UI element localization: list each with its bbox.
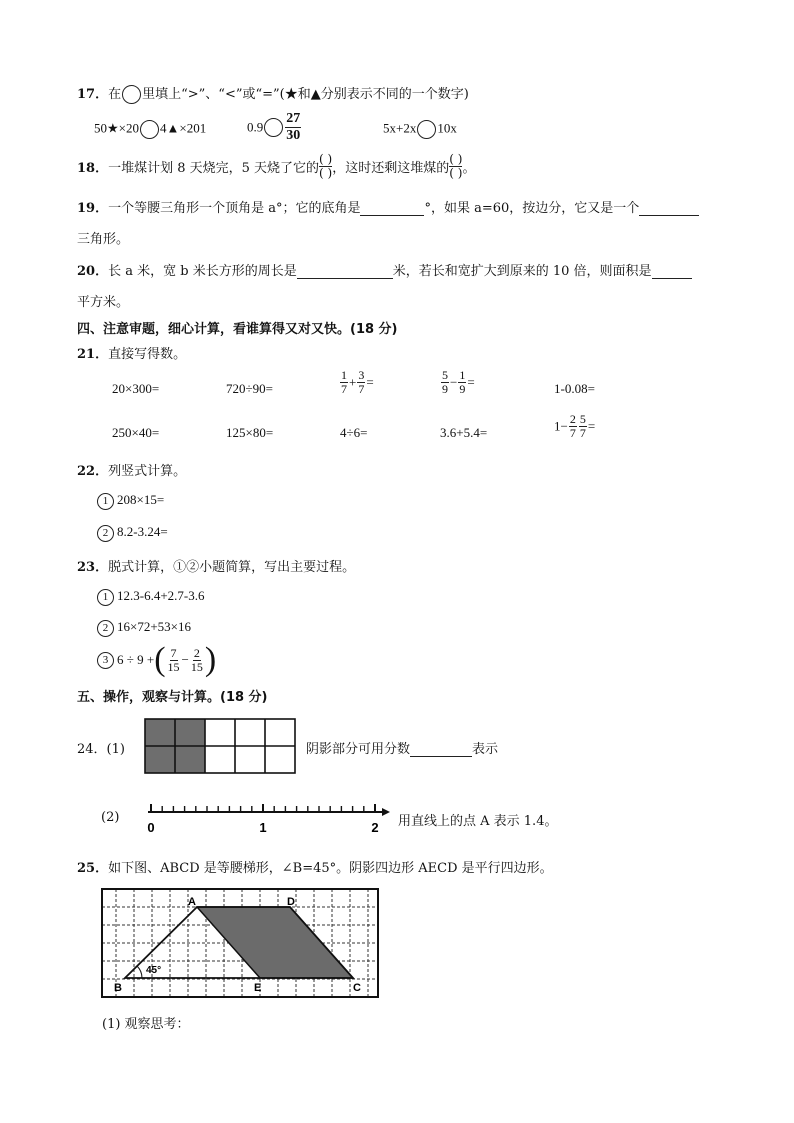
q24-p1-text: 阴影部分可用分数 表示 [306, 742, 499, 757]
circled-number: 2 [97, 620, 114, 637]
q21-r2c5: 1− $\frac{2}{7}$ $\frac{5}{7}$ = [554, 412, 596, 440]
q17-item-1-left: 50★×20 [94, 120, 139, 136]
q19-line-2: 三角形。 [77, 232, 130, 247]
q19-blank-2[interactable] [639, 200, 699, 216]
q22-item-2: 2 8.2-3.24= [97, 524, 168, 542]
q19-blank-1[interactable] [360, 200, 424, 216]
q18-number: 18． [77, 161, 109, 176]
q23-title-text: 脱式计算，①②小题简算，写出主要过程。 [108, 560, 356, 575]
q21-r1c4: $\frac{5}{9}$ − $\frac{1}{9}$ = [442, 368, 475, 396]
q17-text-a: 在 [108, 87, 122, 102]
q21-r1c1: 20×300= [112, 381, 160, 396]
q19-line [77, 197, 699, 216]
q23-item-1: 1 12.3-6.4+2.7-3.6 [97, 588, 205, 606]
axis-label-1: 1 [259, 820, 267, 834]
axis-label-0: 0 [147, 820, 155, 834]
label-E: E [254, 982, 262, 994]
q22-number: 22． [77, 464, 109, 479]
q21-r2c4: 3.6+5.4= [440, 425, 488, 440]
q17-item-1-right: 4▲×201 [160, 120, 207, 136]
q20-text-b: 米，若长和宽扩大到原来的 10 倍，则面积是 [392, 264, 652, 279]
label-C: C [353, 982, 361, 994]
q18-text-b: ，这时还剩这堆煤的 [332, 161, 450, 176]
q17-number: 17． [77, 87, 109, 102]
circle-blank[interactable] [140, 120, 159, 139]
q17-line [77, 83, 469, 104]
q24-number: 24．(1) [77, 742, 125, 757]
trapezoid-figure [100, 887, 380, 999]
q20-number: 20． [77, 264, 109, 279]
q21-title-text: 直接写得数。 [108, 347, 187, 362]
q21-r1c2: 720÷90= [226, 381, 273, 396]
q23-item-3: 3 6 ÷ 9 +( $\frac{7}{15}$ − $\frac{2}{15}$ ) [97, 643, 216, 677]
q21-r2c3: 4÷6= [340, 425, 368, 440]
q21-r1c3: $\frac{1}{7}$ + $\frac{3}{7}$ = [341, 368, 374, 396]
q21-r2c1: 250×40= [112, 425, 160, 440]
q19-number: 19． [77, 201, 109, 216]
label-angle: 45° [146, 965, 162, 976]
q17-item-1 [94, 120, 206, 139]
q18-line [77, 153, 475, 180]
number-line[interactable] [134, 796, 394, 834]
q22-title [77, 460, 186, 479]
q20-blank-2[interactable] [652, 263, 692, 279]
q20-line-2: 平方米。 [77, 295, 130, 310]
label-A: A [188, 896, 196, 908]
q20-text-a: 长 a 米，宽 b 米长方形的周长是 [108, 264, 297, 279]
q25-text: 如下图、ABCD 是等腰梯形，∠B=45°。阴影四边形 AECD 是平行四边形。 [108, 861, 553, 876]
q23-number: 23． [77, 560, 109, 575]
q22-title-text: 列竖式计算。 [108, 464, 187, 479]
q21-number: 21． [77, 347, 109, 362]
q25-sub-1: (1) 观察思考： [102, 1017, 190, 1032]
label-B: B [114, 982, 122, 994]
q17-item-2-left: 0.9 [247, 119, 264, 135]
q17-text-b: 里填上“>”、“<”或“=”(★和▲分别表示不同的一个数字) [142, 87, 469, 102]
q23-title [77, 556, 355, 575]
q18-text-c: 。 [462, 161, 476, 176]
circled-number: 2 [97, 525, 114, 542]
label-D: D [287, 896, 295, 908]
q23-item-2: 2 16×72+53×16 [97, 619, 191, 637]
q22-item-1: 1 208×15= [97, 492, 164, 510]
circled-number: 1 [97, 589, 114, 606]
q17-item-2 [247, 111, 302, 144]
section-5-heading: 五、操作，观察与计算。(18 分) [77, 690, 268, 705]
q25-line [77, 857, 553, 876]
q18-blank-1[interactable]: ( ) ( ) [319, 152, 333, 180]
q24-p2-label: (2) [101, 810, 120, 825]
circle-blank[interactable] [417, 120, 436, 139]
axis-label-2: 2 [371, 820, 379, 834]
q24-blank[interactable] [410, 741, 472, 757]
q21-title [77, 343, 186, 362]
circle-blank[interactable] [264, 118, 283, 137]
circle-blank[interactable] [122, 85, 141, 104]
section-4-heading: 四、注意审题，细心计算，看谁算得又对又快。(18 分) [77, 322, 398, 337]
q18-blank-2[interactable]: ( ) ( ) [449, 152, 463, 180]
q17-item-2-fraction: $\frac{27}{30}$ [286, 111, 301, 143]
q17-item-3 [383, 120, 457, 139]
q17-item-3-right: 10x [437, 120, 457, 136]
q21-r1c5: 1-0.08= [554, 381, 595, 396]
circled-number: 3 [97, 652, 114, 669]
q25-number: 25． [77, 861, 109, 876]
q17-item-3-left: 5x+2x [383, 120, 417, 136]
q24-p2-text: 用直线上的点 A 表示 1.4。 [398, 814, 558, 829]
q21-r2c2: 125×80= [226, 425, 274, 440]
circled-number: 1 [97, 493, 114, 510]
q20-blank-1[interactable] [297, 263, 393, 279]
q19-text-a: 一个等腰三角形一个顶角是 a°；它的底角是 [108, 201, 361, 216]
q24-grid [144, 718, 296, 774]
q20-line [77, 260, 692, 279]
q18-text-a: 一堆煤计划 8 天烧完，5 天烧了它的 [108, 161, 320, 176]
q19-text-b: °，如果 a=60，按边分，它又是一个 [424, 201, 640, 216]
